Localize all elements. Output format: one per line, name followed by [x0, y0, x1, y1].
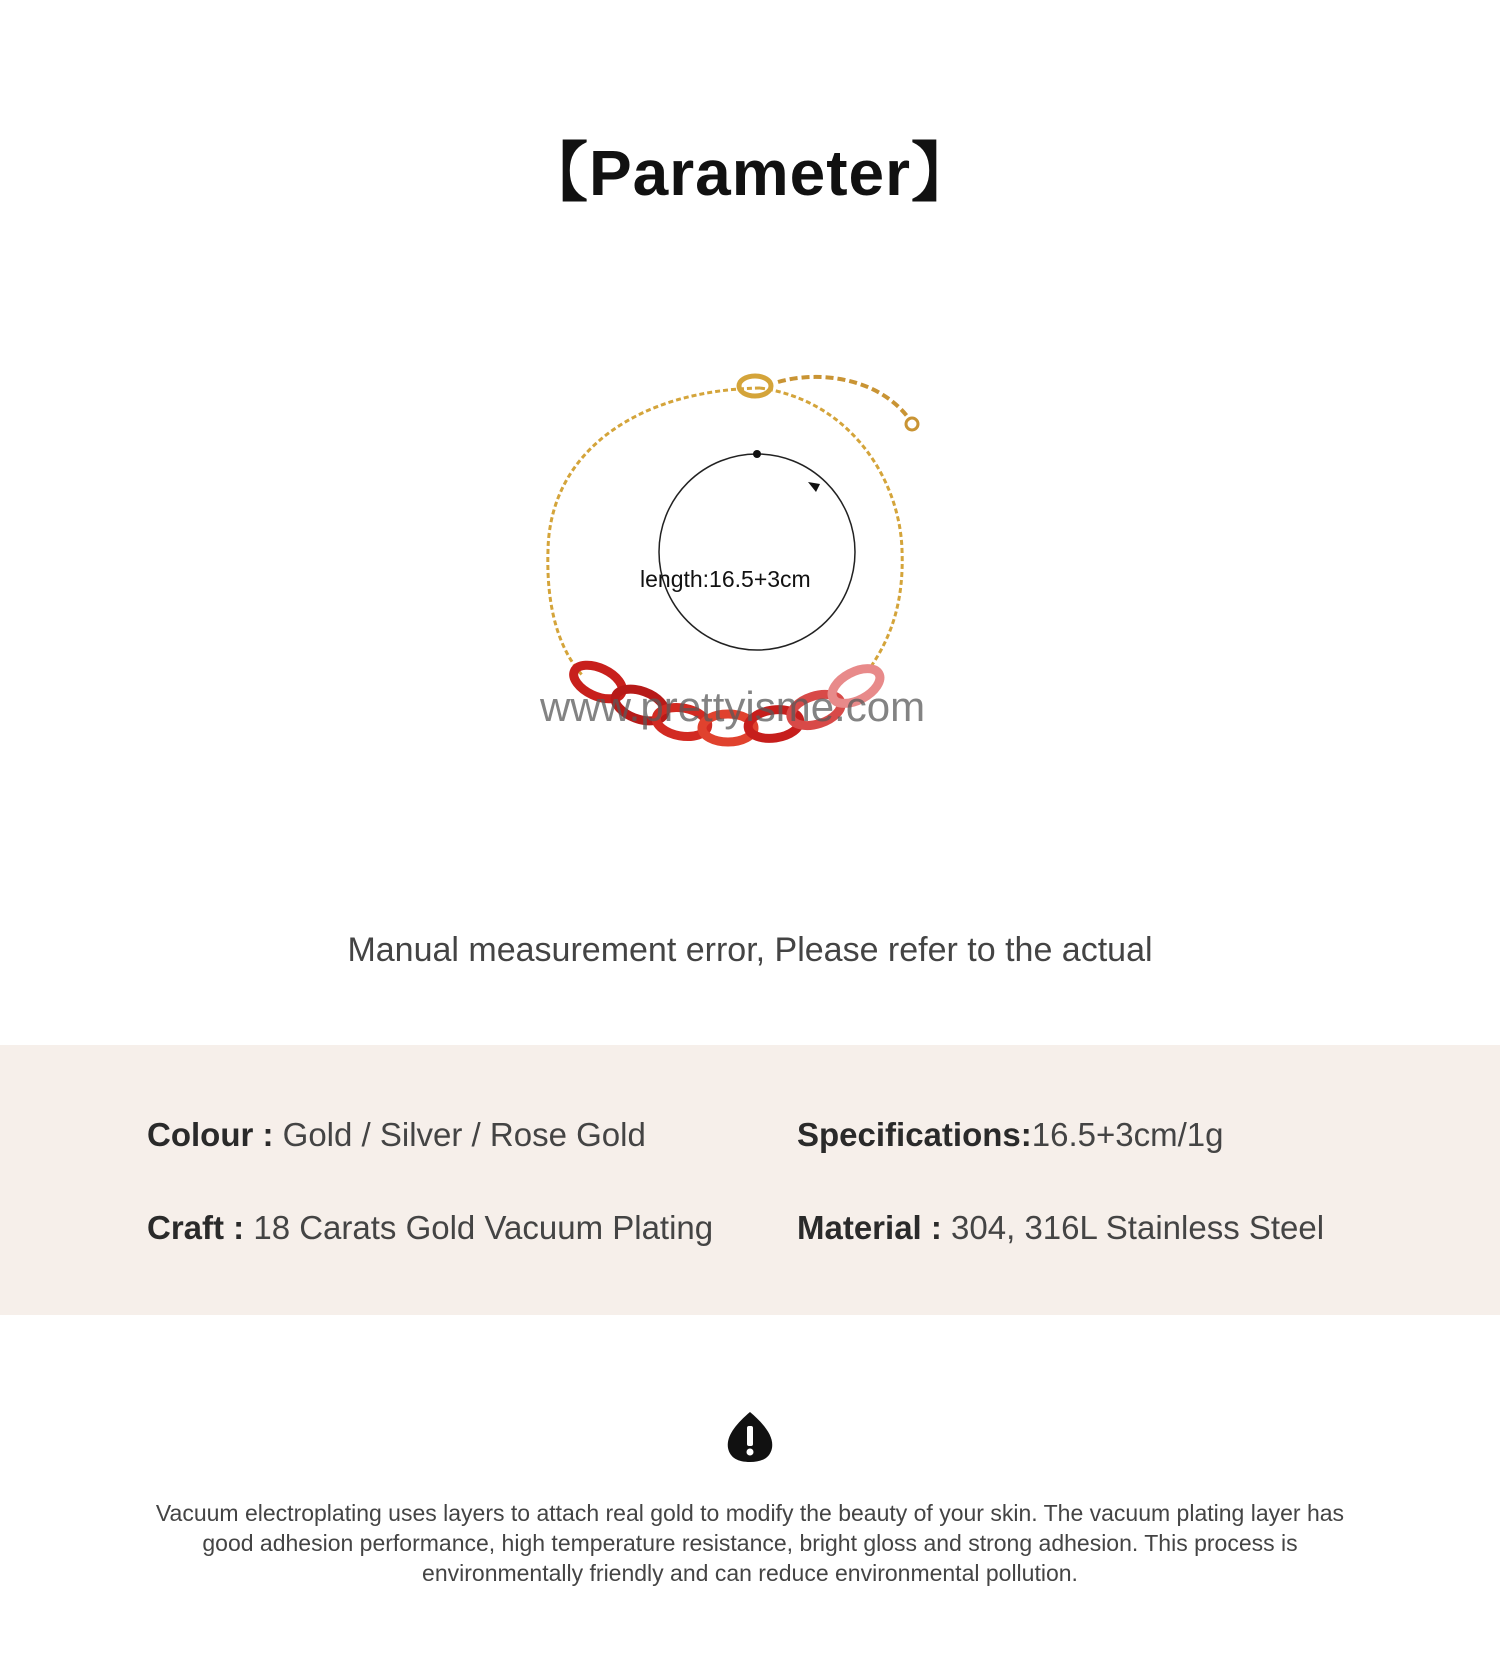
spec-craft-key: Craft : [147, 1209, 245, 1246]
gold-chain-right [760, 388, 902, 665]
spec-craft-value: 18 Carats Gold Vacuum Plating [244, 1209, 714, 1246]
spec-specifications [797, 1115, 1223, 1155]
measurement-arrow [808, 482, 820, 492]
spec-specifications-key: Specifications: [797, 1116, 1032, 1153]
extender-chain [778, 377, 910, 420]
gold-chain [548, 388, 760, 675]
measurement-circle [659, 454, 855, 650]
spec-colour-key: Colour : [147, 1116, 274, 1153]
page-title: 【Parameter】 [523, 137, 977, 209]
watermark: www.prettyisme.com [540, 683, 926, 730]
spec-colour [147, 1115, 646, 1155]
spec-colour-value: Gold / Silver / Rose Gold [273, 1116, 646, 1153]
spec-craft [147, 1208, 713, 1248]
exclamation-drop-icon [724, 1410, 776, 1464]
plating-description: Vacuum electroplating uses layers to attach real gold to modify the beauty of your skin. The vacuum plating layer has good adhesion performance, high temperature resistance, bright gloss and strong adhesion. This process is environmentally friendly and can reduce environmental pollution. [155, 1500, 1345, 1586]
spec-material [797, 1208, 1324, 1248]
length-label: length:16.5+3cm [640, 566, 811, 592]
spec-material-key: Material : [797, 1209, 942, 1246]
measurement-start-dot [753, 450, 761, 458]
spec-specifications-value: 16.5+3cm/1g [1031, 1116, 1224, 1153]
extender-drop [906, 418, 918, 430]
measurement-note: Manual measurement error, Please refer to the actual [347, 931, 1153, 969]
spec-material-value: 304, 316L Stainless Steel [941, 1209, 1325, 1246]
lobster-clasp [739, 376, 771, 396]
spec-band [0, 1045, 1500, 1315]
